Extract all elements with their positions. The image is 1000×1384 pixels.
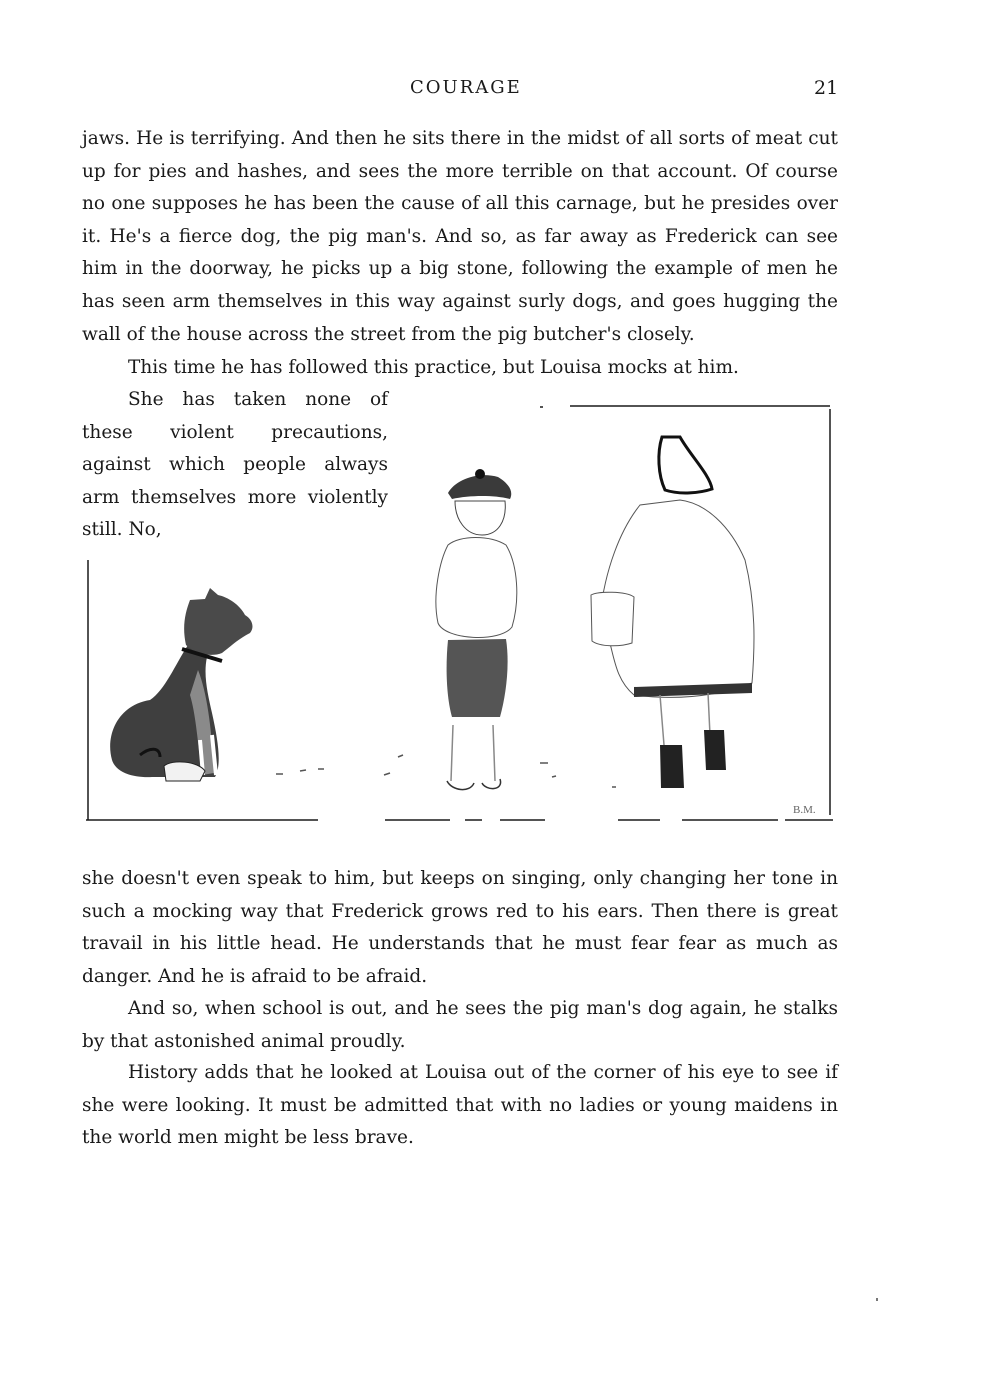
page-number: 21 [814, 77, 839, 99]
artist-signature: B.M. [793, 804, 816, 816]
paragraph-louisa-mocks: This time he has followed this practice, but Louisa mocks at him. [128, 357, 739, 378]
ground-marks [276, 755, 616, 787]
boy-head [455, 501, 505, 535]
boy-shoes [447, 779, 501, 790]
girl-figure [591, 437, 754, 788]
girl-boots [660, 730, 726, 788]
paragraph-she-has-taken: She has taken none of these violent precautions, against which people always arm themselves more violently still. No, [82, 389, 388, 541]
girl-bonnet [659, 437, 712, 493]
girl-muff [591, 592, 634, 646]
boy-coat [436, 538, 517, 638]
boy-breeches [447, 639, 508, 717]
boy-figure [436, 469, 517, 790]
dog-head [184, 588, 252, 655]
paragraph-school-is-out: And so, when school is out, and he sees the pig man's dog again, he stalks by that astonished animal proudly. [82, 998, 838, 1052]
paragraph-history-adds: History adds that he looked at Louisa out of the corner of his eye to see if she were looking. It must be admitted that with no ladies or young maidens in the world men might be less brave. [82, 1062, 838, 1148]
girl-legs [660, 693, 710, 745]
illustration-dog-boy-girl [0, 395, 1000, 835]
paragraph-jaws: jaws. He is terrifying. And then he sits there in the midst of all sorts of meat cut up for pies and hashes, and sees the more terrible on that account. Of course no one supposes he has been the cause of all this carnage, but he presides over it. He's a fierce dog, the pig man's. And so, as far away as Frederick can see him in the doorway, he picks up a big stone, following the example of men he has seen arm themselves in this way against surly dogs, and goes hugging the wall of the house across the street from the pig butcher's closely. [82, 128, 838, 345]
boy-leggings [451, 725, 495, 781]
running-title: COURAGE [410, 77, 522, 98]
paragraph-doesnt-speak: she doesn't even speak to him, but keeps on singing, only changing her tone in such a mocking way that Frederick grows red to his ears. Then there is great travail in his little head. He understands that he must fear fear as much as danger. And he is afraid to be afraid. [82, 868, 838, 987]
boy-cap-pompom [475, 469, 485, 479]
stray-ink-mark [876, 1298, 878, 1301]
dog-figure [110, 588, 252, 781]
running-head [0, 77, 1000, 101]
